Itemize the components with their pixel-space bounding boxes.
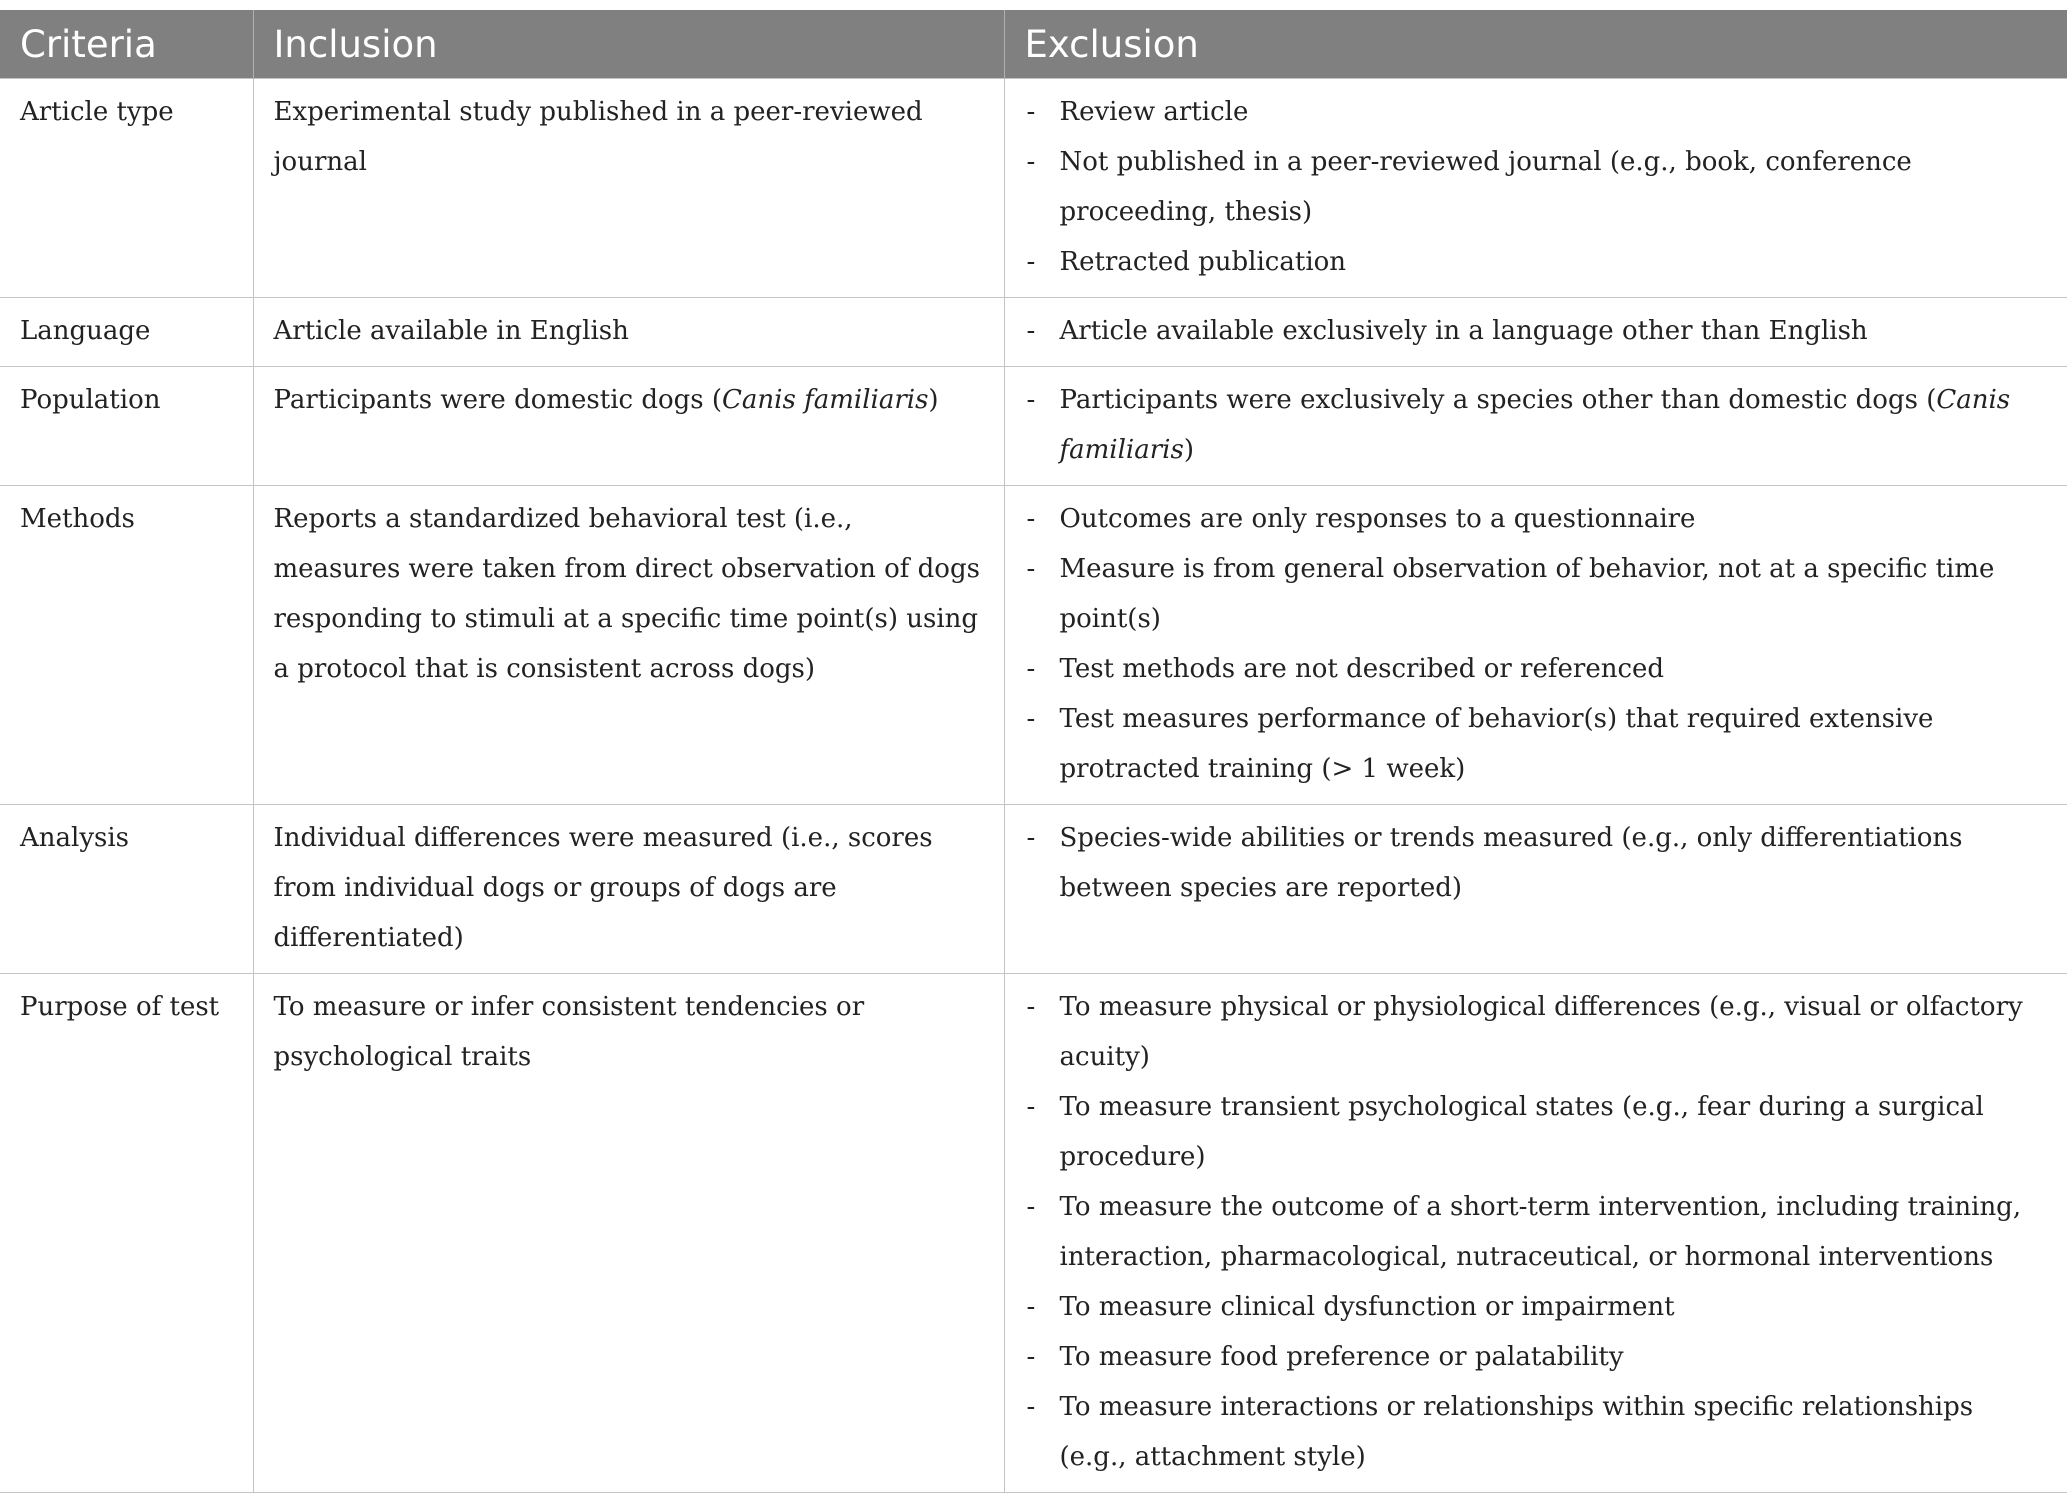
table-body — [0, 79, 2067, 1493]
exclusion-item — [1027, 813, 2048, 913]
text-segment: Species-wide abilities or trends measured (e.g., only differentiations between species are reported) — [1059, 823, 1963, 903]
exclusion-item — [1027, 1082, 2048, 1182]
table-header — [0, 10, 2067, 79]
dash-bullet: - — [1026, 247, 1036, 277]
exclusion-item — [1027, 137, 2048, 237]
exclusion-list — [1027, 87, 2048, 287]
inclusion-cell — [253, 486, 1004, 805]
dash-bullet: - — [1026, 992, 1036, 1022]
header-row — [0, 10, 2067, 79]
text-segment: Measure is from general observation of behavior, not at a specific time point(s) — [1059, 554, 1995, 634]
dash-bullet: - — [1026, 654, 1036, 684]
table-row — [0, 974, 2067, 1493]
text-segment: ) — [1183, 435, 1194, 465]
inclusion-cell — [253, 367, 1004, 486]
exclusion-list — [1027, 813, 2048, 913]
exclusion-list — [1027, 306, 2048, 356]
text-segment: Participants were domestic dogs ( — [273, 385, 723, 415]
text-segment: Retracted publication — [1059, 247, 1347, 277]
criteria-cell: Purpose of test — [0, 974, 253, 1493]
text-segment: Test measures performance of behavior(s) that required extensive protracted training (> 1 week) — [1059, 704, 1934, 784]
text-segment: To measure transient psychological states (e.g., fear during a surgical procedure) — [1059, 1092, 1984, 1172]
header-inclusion: Inclusion — [253, 10, 1004, 79]
dash-bullet: - — [1026, 385, 1036, 415]
exclusion-item — [1027, 1332, 2048, 1382]
species-name: Canis familiaris — [1059, 385, 2011, 465]
exclusion-list — [1027, 375, 2048, 475]
text-segment: ) — [928, 385, 939, 415]
table-row — [0, 805, 2067, 974]
header-exclusion: Exclusion — [1004, 10, 2067, 79]
text-segment: Article available in English — [273, 316, 629, 346]
exclusion-item — [1027, 494, 2048, 544]
exclusion-item — [1027, 544, 2048, 644]
criteria-table — [0, 10, 2067, 1493]
table-row — [0, 486, 2067, 805]
criteria-cell: Language — [0, 298, 253, 367]
text-segment: To measure clinical dysfunction or impairment — [1059, 1292, 1675, 1322]
header-criteria: Criteria — [0, 10, 253, 79]
exclusion-item — [1027, 982, 2048, 1082]
inclusion-cell — [253, 974, 1004, 1493]
exclusion-cell — [1004, 298, 2067, 367]
text-segment: To measure the outcome of a short-term intervention, including training, interaction, pharmacological, nutraceutical, or hormonal interventions — [1059, 1192, 2022, 1272]
inclusion-cell — [253, 298, 1004, 367]
dash-bullet: - — [1026, 1192, 1036, 1222]
dash-bullet: - — [1026, 1342, 1036, 1372]
text-segment: Review article — [1059, 97, 1249, 127]
dash-bullet: - — [1026, 504, 1036, 534]
dash-bullet: - — [1026, 1092, 1036, 1122]
text-segment: To measure physical or physiological differences (e.g., visual or olfactory acuity) — [1059, 992, 2023, 1072]
exclusion-item — [1027, 1282, 2048, 1332]
text-segment: Reports a standardized behavioral test (i.e., measures were taken from direct observation of dogs responding to stimuli at a specific time point(s) using a protocol that is consistent across dogs) — [273, 504, 980, 684]
dash-bullet: - — [1026, 316, 1036, 346]
exclusion-cell — [1004, 974, 2067, 1493]
dash-bullet: - — [1026, 704, 1036, 734]
exclusion-cell — [1004, 79, 2067, 298]
exclusion-list — [1027, 494, 2048, 794]
text-segment: To measure food preference or palatability — [1059, 1342, 1624, 1372]
exclusion-cell — [1004, 805, 2067, 974]
text-segment: Not published in a peer-reviewed journal (e.g., book, conference proceeding, thesis) — [1059, 147, 1912, 227]
text-segment: Test methods are not described or referenced — [1059, 654, 1665, 684]
dash-bullet: - — [1026, 823, 1036, 853]
text-segment: Participants were exclusively a species other than domestic dogs ( — [1059, 385, 1937, 415]
exclusion-item — [1027, 375, 2048, 475]
table-row — [0, 298, 2067, 367]
criteria-cell: Population — [0, 367, 253, 486]
exclusion-item — [1027, 694, 2048, 794]
dash-bullet: - — [1026, 554, 1036, 584]
table-row — [0, 79, 2067, 298]
text-segment: Article available exclusively in a language other than English — [1059, 316, 1868, 346]
inclusion-cell — [253, 79, 1004, 298]
text-segment: To measure interactions or relationships within specific relationships (e.g., attachment style) — [1059, 1392, 1974, 1472]
text-segment: Outcomes are only responses to a questionnaire — [1059, 504, 1696, 534]
table-row — [0, 367, 2067, 486]
exclusion-item — [1027, 644, 2048, 694]
exclusion-cell — [1004, 367, 2067, 486]
dash-bullet: - — [1026, 1292, 1036, 1322]
criteria-cell: Methods — [0, 486, 253, 805]
criteria-cell: Analysis — [0, 805, 253, 974]
criteria-cell: Article type — [0, 79, 253, 298]
dash-bullet: - — [1026, 1392, 1036, 1422]
exclusion-item — [1027, 87, 2048, 137]
exclusion-list — [1027, 982, 2048, 1482]
dash-bullet: - — [1026, 97, 1036, 127]
text-segment: To measure or infer consistent tendencies or psychological traits — [273, 992, 865, 1072]
exclusion-item — [1027, 1382, 2048, 1482]
inclusion-cell — [253, 805, 1004, 974]
exclusion-item — [1027, 237, 2048, 287]
exclusion-cell — [1004, 486, 2067, 805]
exclusion-item — [1027, 1182, 2048, 1282]
dash-bullet: - — [1026, 147, 1036, 177]
exclusion-item — [1027, 306, 2048, 356]
text-segment: Experimental study published in a peer-reviewed journal — [273, 97, 923, 177]
species-name: Canis familiaris — [722, 385, 929, 415]
text-segment: Individual differences were measured (i.e., scores from individual dogs or groups of dogs are differentiated) — [273, 823, 933, 953]
